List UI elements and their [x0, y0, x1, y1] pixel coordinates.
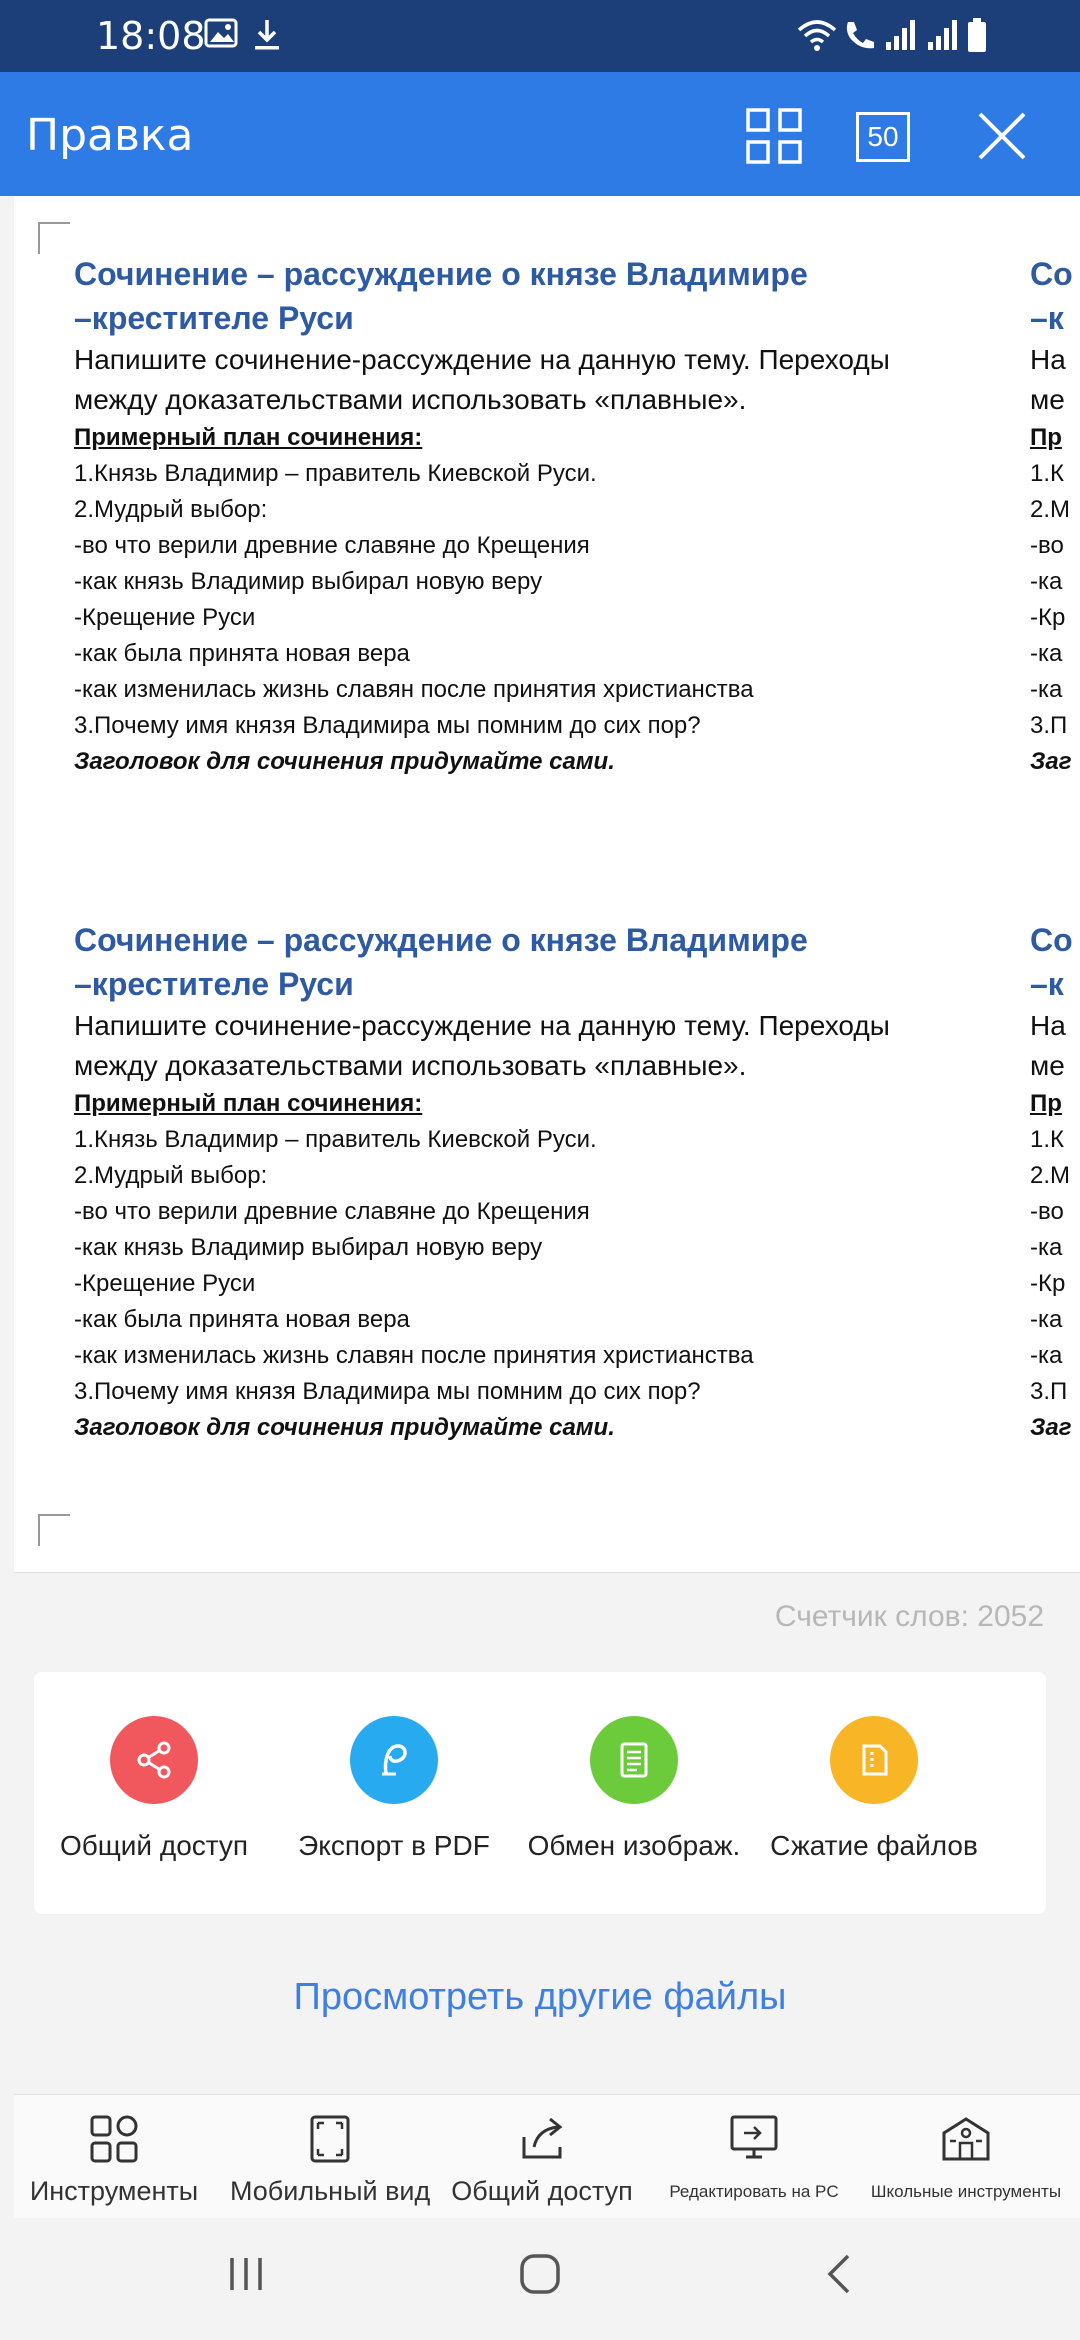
close-icon	[972, 106, 1032, 166]
share-icon	[110, 1716, 198, 1804]
clipped-text: 2.М	[1030, 496, 1071, 523]
system-nav-bar	[0, 2218, 1080, 2340]
plan-item: -как была принята новая вера	[74, 1306, 410, 1333]
back-button[interactable]	[818, 2252, 862, 2301]
close-button[interactable]	[972, 106, 1032, 166]
word-count: Счетчик слов: 2052	[774, 1600, 1044, 1633]
clipped-text: -ка	[1030, 1306, 1063, 1333]
monitor-icon	[726, 2113, 782, 2165]
tool-label: Редактировать на PC	[669, 2182, 839, 2201]
plan-item: 2.Мудрый выбор:	[74, 1162, 268, 1189]
clipped-column-1	[1030, 252, 1080, 780]
signal-icon-1	[884, 18, 918, 57]
grid-view-button[interactable]	[744, 106, 804, 166]
plan-footer: Заголовок для сочинения придумайте сами.	[74, 1414, 615, 1441]
wifi-icon	[796, 18, 838, 57]
page-count-badge: 50	[856, 112, 910, 162]
plan-item: 1.Князь Владимир – правитель Киевской Руси.	[74, 1126, 597, 1153]
status-time: 18:08	[96, 14, 206, 58]
page-corner-mark	[38, 222, 70, 254]
plan-title: Примерный план сочинения:	[74, 1090, 423, 1117]
clipped-text: -во	[1030, 1198, 1064, 1225]
clipped-column-2	[1030, 918, 1080, 1446]
clipped-text: 1.К	[1030, 1126, 1064, 1153]
clipped-text: Со	[1030, 922, 1073, 958]
clipped-text: 3.П	[1030, 1378, 1068, 1405]
plan-item: -как изменилась жизнь славян после принятия христианства	[74, 1342, 754, 1369]
clipped-text: -ка	[1030, 568, 1063, 595]
grid-icon	[744, 106, 804, 166]
tool-label: Общий доступ	[451, 2176, 633, 2206]
clipped-text: -Кр	[1030, 604, 1066, 631]
home-icon	[518, 2252, 562, 2296]
clipped-text: -ка	[1030, 640, 1063, 667]
mobile-view-icon	[304, 2113, 356, 2165]
plan-item: -во что верили древние славяне до Крещения	[74, 532, 590, 559]
plan-item: -Крещение Руси	[74, 604, 256, 631]
clipped-text: 1.К	[1030, 460, 1064, 487]
clipped-text: 2.М	[1030, 1162, 1071, 1189]
document-block-1	[74, 252, 1074, 780]
clipped-text: 3.П	[1030, 712, 1068, 739]
tool-label: Инструменты	[29, 2176, 199, 2206]
action-label: Сжатие файлов	[770, 1830, 978, 1861]
plan-item: -как изменилась жизнь славян после принятия христианства	[74, 676, 754, 703]
pdf-icon	[350, 1716, 438, 1804]
app-bar	[0, 72, 1080, 196]
block-heading-line2: –крестителе Руси	[74, 966, 354, 1002]
clipped-text: –к	[1030, 966, 1064, 1002]
home-button[interactable]	[518, 2252, 562, 2301]
block-intro-line2: между доказательствами использовать «плавные».	[74, 384, 747, 415]
plan-item: 3.Почему имя князя Владимира мы помним до сих пор?	[74, 712, 701, 739]
plan-item: 3.Почему имя князя Владимира мы помним до сих пор?	[74, 1378, 701, 1405]
plan-item: -как была принята новая вера	[74, 640, 410, 667]
plan-item: -во что верили древние славяне до Крещения	[74, 1198, 590, 1225]
clipped-text: -ка	[1030, 1342, 1063, 1369]
view-other-files-link[interactable]: Просмотреть другие файлы	[293, 1976, 787, 2018]
block-intro-line1: Напишите сочинение-рассуждение на данную тему. Переходы	[74, 1010, 890, 1041]
clipped-text: Пр	[1030, 424, 1062, 451]
recent-apps-button[interactable]	[224, 2252, 268, 2301]
clipped-text: ме	[1030, 384, 1065, 415]
block-heading-line1: Сочинение – рассуждение о князе Владимире	[74, 922, 808, 958]
pages-count-button[interactable]	[856, 106, 912, 166]
status-bar	[0, 0, 1080, 72]
clipped-text: Заг	[1030, 748, 1072, 775]
block-heading-line2: –крестителе Руси	[74, 300, 354, 336]
clipped-text: -Кр	[1030, 1270, 1066, 1297]
download-icon	[252, 18, 282, 57]
clipped-text: -ка	[1030, 676, 1063, 703]
clipped-text: -ка	[1030, 1234, 1063, 1261]
clipped-text: -во	[1030, 532, 1064, 559]
plan-item: -как князь Владимир выбирал новую веру	[74, 1234, 543, 1261]
share-tool-button[interactable]	[442, 2113, 642, 2207]
tools-button[interactable]	[14, 2113, 214, 2207]
action-label: Обмен изображ.	[527, 1830, 741, 1861]
tool-label: Мобильный вид	[230, 2176, 431, 2206]
bottom-toolbar	[14, 2094, 1080, 2219]
volte-call-icon	[842, 18, 878, 57]
plan-item: 1.Князь Владимир – правитель Киевской Руси.	[74, 460, 597, 487]
share-action-button[interactable]	[34, 1716, 274, 1862]
block-intro-line1: Напишите сочинение-рассуждение на данную тему. Переходы	[74, 344, 890, 375]
plan-footer: Заголовок для сочинения придумайте сами.	[74, 748, 615, 775]
gallery-icon	[204, 18, 238, 53]
clipped-text: Пр	[1030, 1090, 1062, 1117]
clipped-text: Со	[1030, 256, 1073, 292]
clipped-text: ме	[1030, 1050, 1065, 1081]
recents-icon	[224, 2252, 268, 2296]
compress-files-button[interactable]	[754, 1716, 994, 1862]
document-block-2	[74, 918, 1074, 1446]
plan-item: 2.Мудрый выбор:	[74, 496, 268, 523]
school-tools-button[interactable]	[866, 2113, 1066, 2202]
action-label: Экспорт в PDF	[298, 1830, 490, 1861]
share-arrow-icon	[514, 2113, 570, 2165]
clipped-text: Заг	[1030, 1414, 1072, 1441]
battery-icon	[966, 18, 988, 59]
actions-card	[34, 1672, 1046, 1914]
block-intro-line2: между доказательствами использовать «плавные».	[74, 1050, 747, 1081]
plan-item: -Крещение Руси	[74, 1270, 256, 1297]
compress-icon	[830, 1716, 918, 1804]
mobile-view-button[interactable]	[230, 2113, 430, 2207]
tool-label: Школьные инструменты	[870, 2182, 1062, 2201]
image-exchange-button[interactable]	[514, 1716, 754, 1862]
tools-grid-icon	[88, 2113, 140, 2165]
export-pdf-button[interactable]	[274, 1716, 514, 1862]
back-icon	[818, 2252, 862, 2296]
edit-on-pc-button[interactable]	[654, 2113, 854, 2202]
app-title: Правка	[26, 110, 194, 161]
clipped-text: На	[1030, 344, 1066, 375]
clipped-text: –к	[1030, 300, 1064, 336]
document-viewer[interactable]	[14, 196, 1080, 1573]
school-icon	[938, 2113, 994, 2165]
image-exchange-icon	[590, 1716, 678, 1804]
page-corner-mark	[38, 1514, 70, 1546]
action-label: Общий доступ	[59, 1830, 249, 1861]
signal-icon-2	[926, 18, 960, 57]
block-heading-line1: Сочинение – рассуждение о князе Владимире	[74, 256, 808, 292]
plan-item: -как князь Владимир выбирал новую веру	[74, 568, 543, 595]
plan-title: Примерный план сочинения:	[74, 424, 423, 451]
clipped-text: На	[1030, 1010, 1066, 1041]
